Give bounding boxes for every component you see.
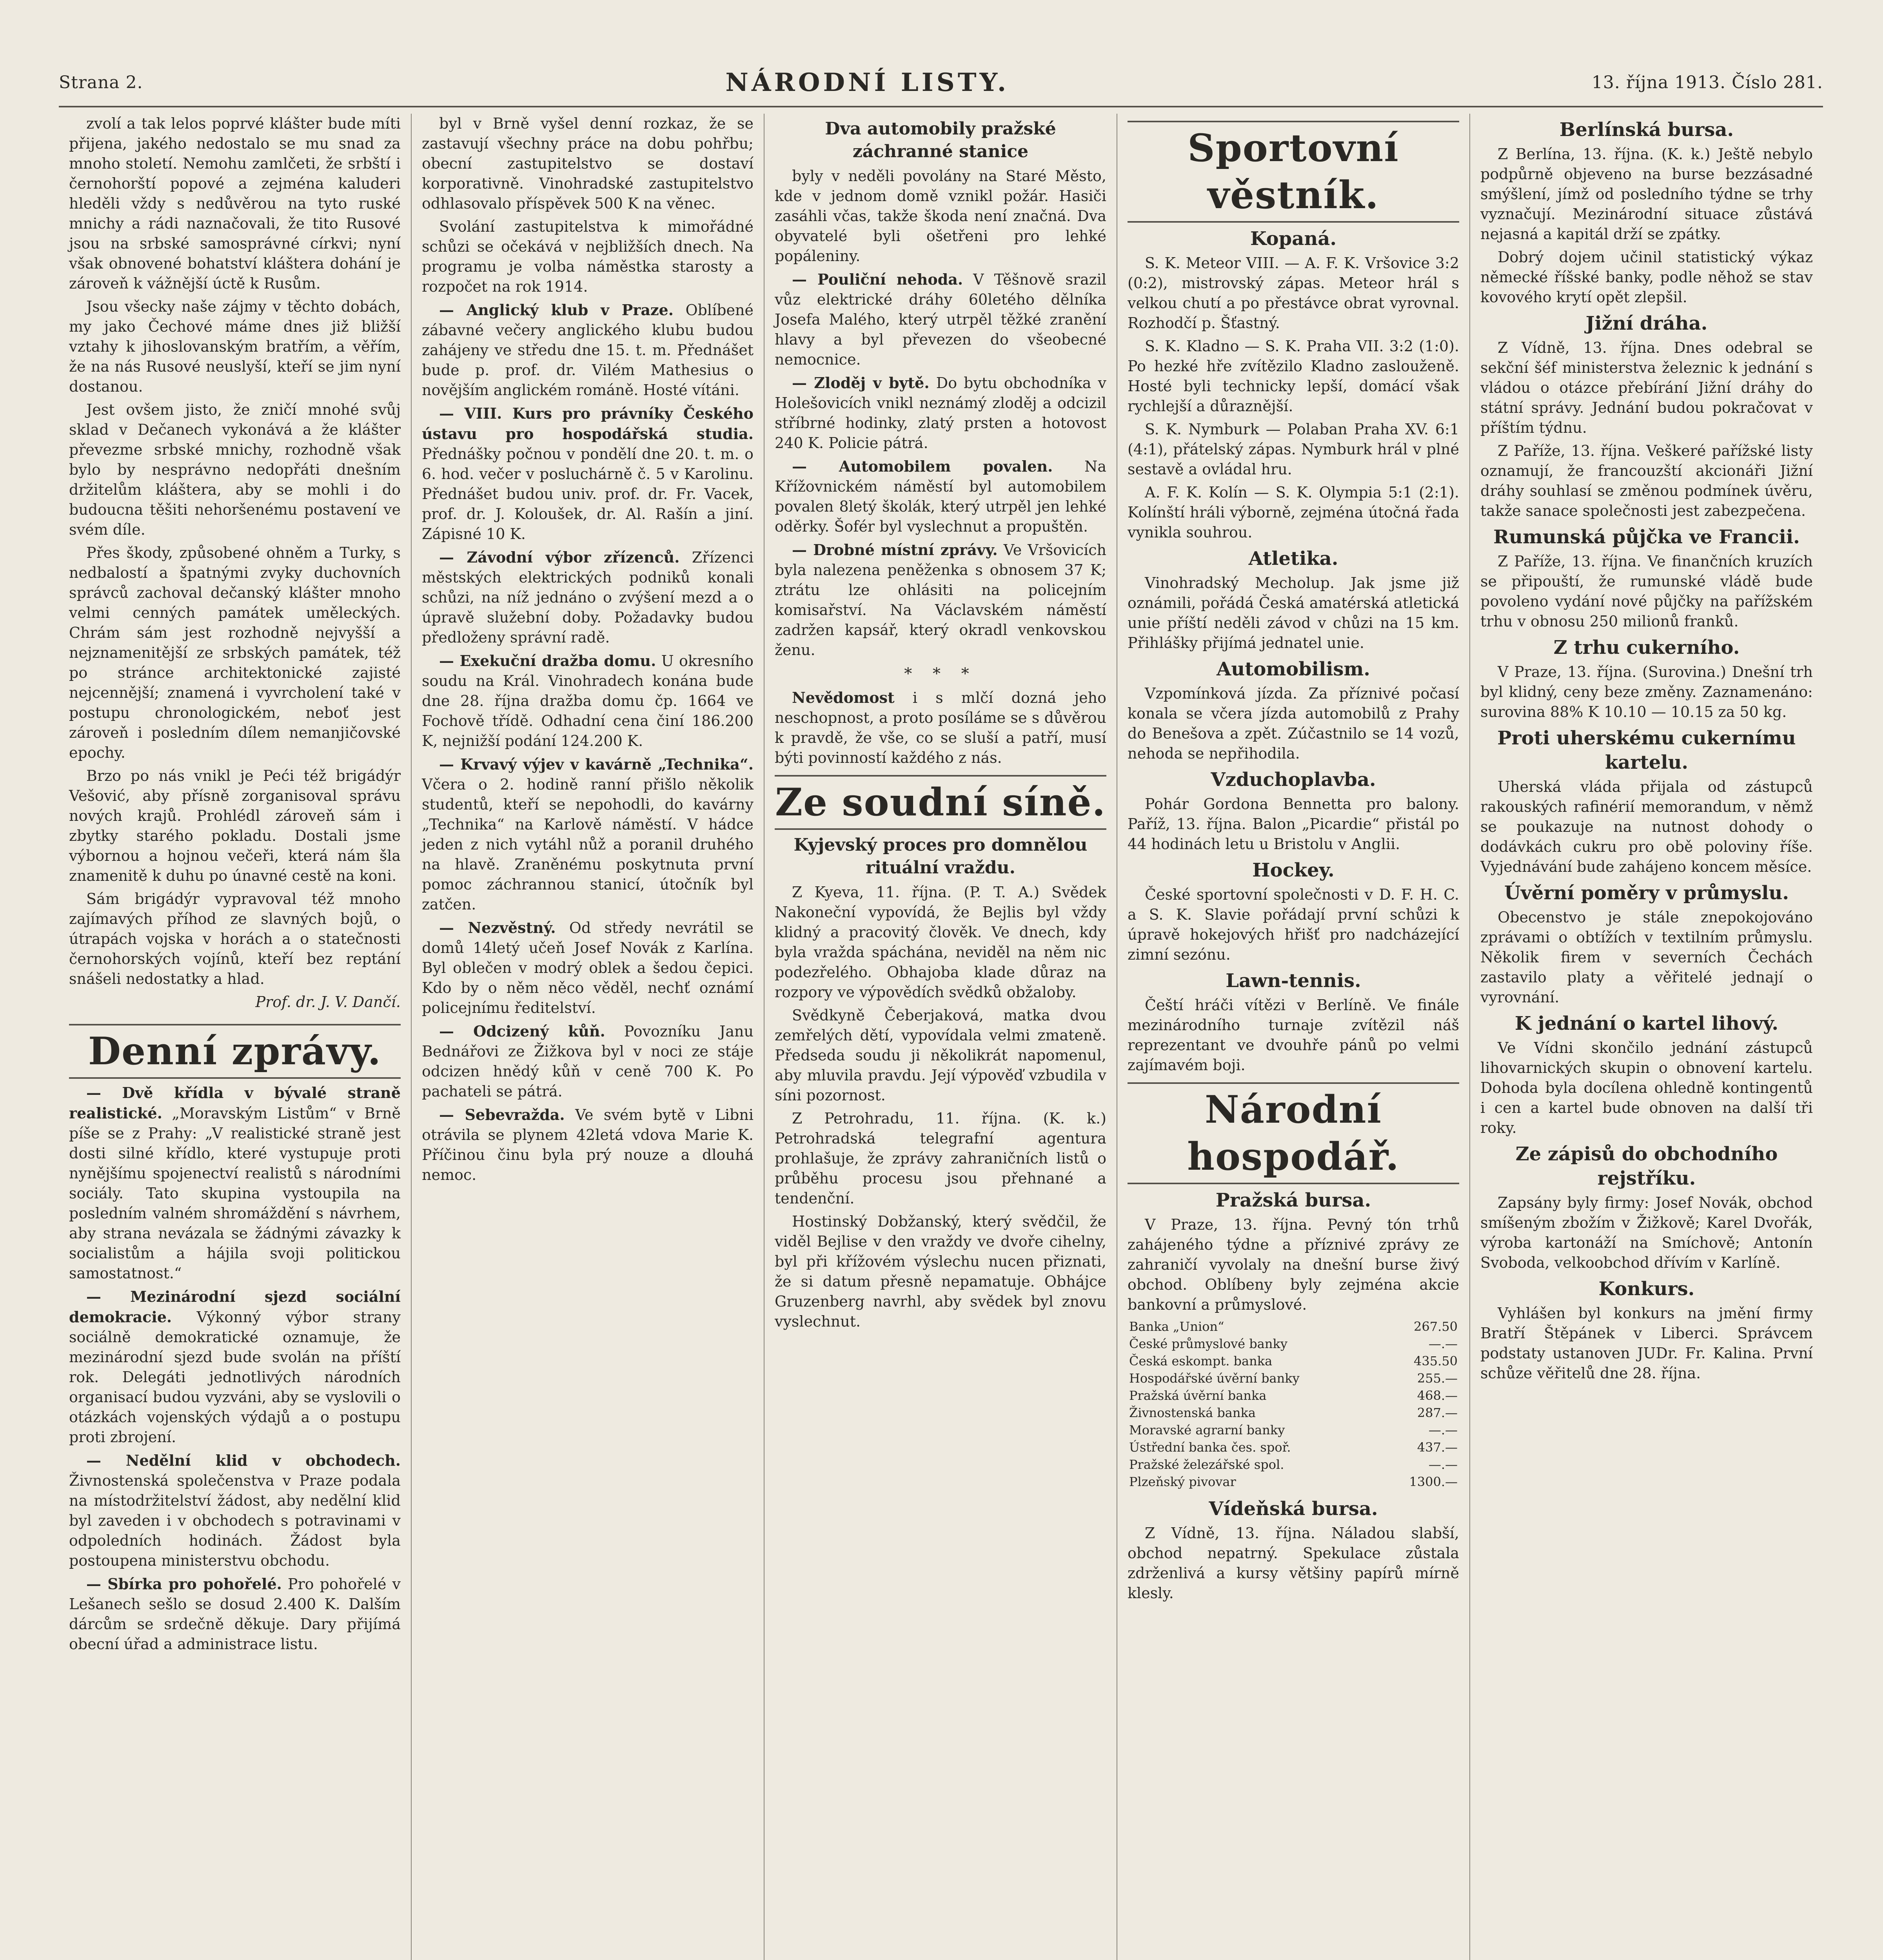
stock-row (1128, 1404, 1459, 1421)
sport-item: S. K. Nymburk — Polaban Praha XV. 6:1 (4:1), přátelský zápas. Nymburk hrál v plné sestavě a ovládal hru. (1128, 421, 1459, 478)
stock-price: 287.— (1417, 1405, 1458, 1420)
news-item-text: Živnostenská společenstva v Praze podala na místodržitelství žádost, aby nedělní klid byl zaveden i v obchodech s potravinami v odpoledních hodinách. Žádost byla postoupena ministerstvu obchodu. (69, 1472, 401, 1569)
stock-name: Banka „Union“ (1129, 1319, 1224, 1334)
subsection-heading-vienna-bourse: Vídeňská bursa. (1209, 1498, 1378, 1520)
news-item-title: — Pouliční nehoda. (792, 270, 963, 288)
subsection-heading-aviation: Vzduchoplavba. (1211, 769, 1376, 791)
subsection-heading-football: Kopaná. (1250, 228, 1337, 250)
news-item (422, 300, 754, 400)
stock-price: —.— (1428, 1336, 1458, 1351)
stock-name: Ústřední banka čes. spoř. (1129, 1440, 1291, 1455)
news-item-text: Povozníku Janu Bednářovi ze Žižkova byl v noci ze stáje odcizen hnědý kůň v ceně 700 K. Po pachateli se pátrá. (422, 1023, 754, 1100)
column-1 (59, 114, 412, 1960)
sport-item: Čeští hráči vítězi v Berlíně. Ve finále mezinárodního turnaje zvítězil náš reprezentant ve dvouhře pánů po velmi zajímavém boji. (1128, 996, 1459, 1074)
stock-row (1128, 1439, 1459, 1456)
page-header (59, 59, 1823, 107)
news-item-title: — Automobilem povalen. (792, 457, 1053, 475)
stock-price: 437.— (1417, 1440, 1458, 1455)
news-item-title: — Drobné místní zprávy. (792, 541, 998, 559)
news-item-text: U okresního soudu na Král. Vinohradech konána bude dne 28. října dražba domu čp. 1664 ve Fochově třídě. Odhadní cena činí 186.200 K, nejnižší podání 124.200 K. (422, 652, 754, 750)
news-item-title: Nevědomost (792, 689, 895, 706)
column-3 (764, 114, 1117, 1960)
subsection-heading-berlin-bourse: Berlínská bursa. (1559, 119, 1734, 141)
news-item (69, 1574, 401, 1654)
sport-item: S. K. Kladno — S. K. Praha VII. 3:2 (1:0). Po hezké hře zvítězilo Kladno zaslouženě. Hosté byli technicky lepší, domácí však rychlejší a důraznější. (1128, 338, 1459, 415)
news-item-title: — Exekuční dražba domu. (439, 652, 656, 670)
article-paragraph: Brzo po nás vnikl je Peći též brigádýr Vešović, aby přísně zorganisoval správu nových krajů. Prohlédl zároveň sám i zbytky starého pokladu. Dostali jsme výbornou a hojnou večeři, která nám šla znamenitě k duhu po únavné cestě na koni. (69, 767, 401, 884)
economy-paragraph: Z Paříže, 13. října. Veškeré pařížské listy oznamují, že francouzští akcionáři Jižní dráhy souhlasí se změnou podmínek úvěru, takže sanace společnosti jest zabezpečena. (1480, 442, 1813, 519)
stock-row (1128, 1387, 1459, 1404)
section-heading-sport: Sportovní věstník. (1128, 121, 1459, 223)
news-item (775, 688, 1106, 768)
article-paragraph: byl v Brně vyšel denní rozkaz, že se zastavují všechny práce na dobu pohřbu; obecní zastupitelstvo se dostaví korporativně. Vinohradské zastupitelstvo odhlasovalo příspěvek 500 K na věnec. (422, 115, 754, 212)
subsection-heading-sugar-market: Z trhu cukerního. (1553, 637, 1740, 659)
economy-paragraph: Z Vídně, 13. října. Náladou slabší, obchod nepatrný. Spekulace zůstala zdrženlivá a kursy většiny papírů mírně klesly. (1128, 1524, 1459, 1602)
subsection-heading-tennis: Lawn-tennis. (1226, 970, 1361, 992)
news-item-title: — Krvavý výjev v kavárně „Technika“. (439, 755, 754, 773)
sport-item: České sportovní společnosti v D. F. H. C. a S. K. Slavie pořádají první schůzi k úpravě hokejových hřišť pro nadcházející zimní sezónu. (1128, 886, 1459, 963)
news-item (69, 1450, 401, 1571)
stock-name: Česká eskompt. banka (1129, 1354, 1273, 1368)
stock-row (1128, 1352, 1459, 1370)
article-paragraph: Z Kyeva, 11. října. (P. T. A.) Svědek Nakoneční vypovídá, že Bejlis byl vždy klidný a pracovitý člověk. Ve dnech, kdy byla vražda spáchána, neviděl na něm nic podezřelého. Obhajoba klade důraz na rozpory ve výpovědích svědků obžaloby. (775, 884, 1106, 1001)
news-item-title: — Dvě křídla v bývalé straně realistické. (69, 1084, 401, 1122)
newspaper-page (59, 59, 1823, 1960)
stock-row (1128, 1335, 1459, 1352)
stock-name: České průmyslové banky (1129, 1336, 1287, 1351)
news-item-text: V Těšnově srazil vůz elektrické dráhy 60letého dělníka Josefa Malého, který utrpěl těžké zranění hlavy a byl převezen do všeobecné nemocnice. (775, 271, 1106, 368)
news-item (422, 651, 754, 751)
news-item-text: Od středy nevrátil se domů 14letý učeň Josef Novák z Karlína. Byl oblečen v modrý oblek a šedou čepici. Kdo by o něm něco věděl, nechť oznámí policejnímu ředitelství. (422, 919, 754, 1016)
stock-table-body (1128, 1318, 1459, 1490)
news-item (775, 269, 1106, 370)
stock-name: Moravské agrarní banky (1129, 1423, 1285, 1437)
economy-paragraph: Z Paříže, 13. října. Ve finančních kruzích se připouští, že rumunské vládě bude povoleno vydání nové půjčky na pařížském trhu v obnosu 250 milionů franků. (1480, 553, 1813, 630)
news-item-text: Výkonný výbor strany sociálně demokratické oznamuje, že mezinárodní sjezd bude svolán na příští rok. Delegáti jednotlivých národních organisací budou vyzváni, aby se vyslovili o otázkách vojenských výdajů a o postupu proti zbrojení. (69, 1308, 401, 1446)
article-paragraph: byly v neděli povolány na Staré Město, kde v jednom domě vznikl požár. Hasiči zasáhli včas, takže škoda není značná. Dva obyvatelé byli ošetřeni pro lehké popáleniny. (775, 167, 1106, 265)
columns (59, 114, 1823, 1960)
article-paragraph: Svolání zastupitelstva k mimořádné schůzi se očekává v nejbližších dnech. Na programu je volba náměstka starosty a rozpočet na rok 1914. (422, 218, 754, 295)
stock-row (1128, 1473, 1459, 1490)
subsection-heading-southern-railway: Jižní dráha. (1585, 312, 1708, 334)
author-signature: Prof. dr. J. V. Dančí. (255, 993, 401, 1011)
news-item-title: — Sbírka pro pohořelé. (86, 1575, 282, 1593)
economy-paragraph: V Praze, 13. října. (Surovina.) Dnešní trh byl klidný, ceny beze změny. Zaznamenáno: surovina 88% K 10.10 — 10.15 za 50 kg. (1480, 663, 1813, 720)
article-paragraph: Sám brigádýr vypravoval též mnoho zajímavých příhod ze slavných bojů, o útrapách vojska v horách a o statečnosti černohorských vojínů, kteří bez reptání snášeli nedostatky a hlad. (69, 890, 401, 987)
column-4 (1117, 114, 1470, 1960)
news-item-text: Včera o 2. hodině ranní přišlo několik studentů, kteří se nepohodli, do kavárny „Technika“ na Karlově náměstí. V hádce jeden z nich vytáhl nůž a poranil druhého na hlavě. Zraněnému poskytnuta první pomoc záchrannou stanicí, útočník byl zatčen. (422, 776, 754, 913)
economy-paragraph: Dobrý dojem učinil statistický výkaz německé říšské banky, podle něhož se stav kovového krytí opět zlepšil. (1480, 249, 1813, 306)
stock-price: —.— (1428, 1457, 1458, 1472)
news-item-title: — Závodní výbor zřízenců. (439, 548, 680, 566)
economy-paragraph: Zapsány byly firmy: Josef Novák, obchod smíšeným zbožím v Žižkově; Karel Dvořák, výroba kartonáží na Smíchově; Antonín Svoboda, velkoobchod dřívím v Karlíně. (1480, 1194, 1813, 1271)
article-paragraph: zvolí a tak lelos poprvé klášter bude míti přijena, jakého nedostalo se mu snad za mnoho století. Nemohu zamlčeti, že srbští i černohorští popové a zejména kaluderi hleděli vždy s nedůvěrou na tyto ruské mnichy a rádi naznačovali, že tito Rusové jsou na srbské samosprávné církvi; nyní však obnovené bohatství kláštera dohání je zároveň k vážnější úctě k Rusům. (69, 115, 401, 292)
sport-item: A. F. K. Kolín — S. K. Olympia 5:1 (2:1). Kolínští hráli výborně, zejména útočná řada vynikla souhrou. (1128, 484, 1459, 541)
news-item (775, 456, 1106, 537)
article-paragraph: Jsou všecky naše zájmy v těchto dobách, my jako Čechové máme dnes již bližší vztahy k jihoslovanským bratřím, a věřím, že na nás Rusové neuslyší, kteří se jim nyní dostanou. (69, 298, 401, 395)
news-item (775, 540, 1106, 660)
subsection-heading-credit: Úvěrní poměry v průmyslu. (1504, 882, 1789, 904)
column-2 (412, 114, 764, 1960)
subsection-heading-spirit-cartel: K jednání o kartel lihový. (1514, 1013, 1779, 1034)
article-heading: Dva automobily pražské záchranné stanice (825, 119, 1056, 162)
subsection-heading-register: Ze zápisů do obchodního rejstříku. (1515, 1143, 1778, 1189)
stock-price: 1300.— (1409, 1474, 1458, 1489)
news-item-text: Oblíbené zábavné večery anglického klubu budou zahájeny ve středu dne 15. t. m. Přednášet bude p. prof. dr. Vilém Mathesius o novějším anglickém románě. Hosté vítáni. (422, 301, 754, 399)
stock-row (1128, 1370, 1459, 1387)
news-item (422, 1021, 754, 1102)
news-item-title: — Sebevražda. (439, 1106, 565, 1123)
economy-paragraph: Z Berlína, 13. října. (K. k.) Ještě nebylo podpůrně objeveno na burse bezzásadné smýšlení, jímž od posledního týdne se trhy vyznačují. Mezinárodní situace zůstává nejasná a kapitál drží se zpátky. (1480, 145, 1813, 243)
news-item-text: Zřízenci městských elektrických podniků konali schůzi, na níž jednáno o zvýšení mezd a o úpravě služební doby. Požadavky budou předloženy správní radě. (422, 549, 754, 646)
stock-row (1128, 1318, 1459, 1335)
stock-name: Živnostenská banka (1129, 1405, 1256, 1420)
news-item-text: Na Křížovnickém náměstí byl automobilem povalen 8letý školák, který utrpěl jen lehké oděrky. Šofér byl vyslechnut a propuštěn. (775, 458, 1106, 535)
stock-price: —.— (1428, 1423, 1458, 1437)
news-item (69, 1083, 401, 1283)
newspaper-title: NÁRODNÍ LISTY. (725, 67, 1010, 97)
economy-paragraph: Z Vídně, 13. října. Dnes odebral se sekční šéf ministerstva železnic k jednání s vládou o otázce přebírání Jižní dráhy do státní správy. Jednání budou pokračovat v příštím týdnu. (1480, 339, 1813, 436)
article-paragraph: Jest ovšem jisto, že zničí mnohé svůj sklad v Dečanech vykonává a že klášter převezme srbské mnichy, rozhodně však bylo by nesprávno nedopřáti dnešním držitelům kláštera, aby se mohli i do budoucna těšiti nehoršenému postavení ve svém díle. (69, 401, 401, 538)
news-item-title: — Nezvěstný. (439, 919, 556, 936)
news-item-text: Do bytu obchodníka v Holešovicích vnikl neznámý zloděj a odcizil stříbrné hodinky, zlatý prsten a hotovost 240 K. Policie pátrá. (775, 374, 1106, 452)
subsection-heading-romanian-loan: Rumunská půjčka ve Francii. (1493, 526, 1800, 548)
news-item-title: — VIII. Kurs pro právníky Českého ústavu pro hospodářská studia. (422, 405, 754, 443)
article-paragraph: Z Petrohradu, 11. října. (K. k.) Petrohradská telegrafní agentura prohlašuje, že zprávy zahraničních listů o průběhu procesu jsou přehnané a tendenční. (775, 1110, 1106, 1207)
news-item (775, 373, 1106, 453)
news-item (422, 1105, 754, 1185)
stock-name: Hospodářské úvěrní banky (1129, 1371, 1300, 1386)
stock-price: 267.50 (1414, 1319, 1458, 1334)
sport-item: Vinohradský Mecholup. Jak jsme již oznámili, pořádá Česká amatérská atletická unie příští neděli závod v chůzi na 15 km. Přihlášky přijímá jednatel unie. (1128, 574, 1459, 652)
economy-paragraph: V Praze, 13. října. Pevný tón trhů zahájeného týdne a příznivé zprávy ze zahraničí vyvolaly na dnešní burse živý obchod. Oblíbeny byly zejména akcie bankovní a průmyslové. (1128, 1216, 1459, 1313)
subsection-heading-prague-bourse: Pražská bursa. (1215, 1189, 1371, 1211)
economy-paragraph: Obecenstvo je stále znepokojováno zprávami o obtížích v textilním průmyslu. Několik firem v severních Čechách zastavilo platy a věřitelé jednají o vyrovnání. (1480, 909, 1813, 1006)
news-item-text: Ve svém bytě v Libni otrávila se plynem 42letá vdova Marie K. Příčinou činu byla prý nouze a dlouhá nemoc. (422, 1106, 754, 1183)
news-item (422, 547, 754, 648)
article-paragraph: Přes škody, způsobené ohněm a Turky, s nedbalostí a špatnými zvyky duchovních správců zachoval dečanský klášter mnoho velmi cenných památek uměleckých. Chrám sám jest rozhodně nejvyšší a nejznamenitější ze srbských památek, též po stránce architektonické zajisté nejcennější; znamená i vyvrcholení také v postupu chronologickém, neboť jest zároveň i posledním dílem nemanjičovské epochy. (69, 544, 401, 761)
sport-item: Vzpomínková jízda. Za příznivé počasí konala se včera jízda automobilů z Prahy do Benešova a zpět. Zúčastnilo se 14 vozů, nehoda se nepřihodila. (1128, 685, 1459, 762)
news-item-text: Pro pohořelé v Lešanech sešlo se dosud 2.400 K. Dalším dárcům se srdečně děkuje. Dary přijímá obecní úřad a administrace listu. (69, 1575, 401, 1653)
article-heading: Kyjevský proces pro domnělou rituální vraždu. (794, 835, 1088, 878)
article-paragraph: Svědkyně Čeberjaková, matka dvou zemřelých dětí, vypovídala velmi zmateně. Předseda soudu ji několikrát napomenul, aby mluvila pravdu. Její výpověď vzbudila v síni pozornost. (775, 1007, 1106, 1104)
economy-paragraph: Uherská vláda přijala od zástupců rakouských rafinérií memorandum, v němž se poukazuje na nutnost dohody o dodávkách cukru pro obě poloviny říše. Vyjednávání bude zahájeno koncem měsíce. (1480, 778, 1813, 875)
stock-row (1128, 1456, 1459, 1473)
subsection-heading-sugar-cartel: Proti uherskému cukernímu kartelu. (1497, 727, 1796, 773)
news-item-title: — Odcizený kůň. (439, 1022, 605, 1040)
economy-paragraph: Vyhlášen byl konkurs na jmění firmy Bratří Štěpánek v Liberci. Správcem podstaty ustanoven JUDr. Fr. Kalina. První schůze věřitelů dne 28. října. (1480, 1305, 1813, 1382)
issue-date: 13. října 1913. Číslo 281. (1591, 72, 1823, 93)
separator-asterisks: * * * (904, 665, 977, 683)
news-item (69, 1287, 401, 1447)
stock-name: Pražské železářské spol. (1129, 1457, 1284, 1472)
subsection-heading-bankruptcy: Konkurs. (1598, 1278, 1695, 1300)
stock-price: 468.— (1417, 1388, 1458, 1403)
news-item-text: Ve Vršovicích byla nalezena peněženka s obnosem 37 K; ztrátu lze ohlásiti na policejním komisařství. Na Václavském náměstí zadržen kapsář, který okradl venkovskou ženu. (775, 541, 1106, 659)
news-item (422, 754, 754, 915)
stock-name: Pražská úvěrní banka (1129, 1388, 1267, 1403)
stock-row (1128, 1421, 1459, 1439)
news-item-title: — Anglický klub v Praze. (439, 301, 674, 319)
news-item (422, 918, 754, 1018)
page-number: Strana 2. (59, 72, 143, 93)
news-item-text: „Moravským Listům“ v Brně píše se z Prahy: „V realistické straně jest dosti silné křídlo, které vystupuje proti nynějšímu spojenectví realistů s národními sociály. Tato skupina vystoupila na posledním valném shromáždění s návrhem, aby strana nevázala se žádnými závazky k socialistům a hájila svoji politickou samostatnost.“ (69, 1105, 401, 1282)
subsection-heading-automobilism: Automobilism. (1217, 658, 1370, 680)
subsection-heading-athletics: Atletika. (1248, 548, 1338, 570)
column-5 (1470, 114, 1823, 1960)
news-item-title: — Mezinárodní sjezd sociální demokracie. (69, 1288, 401, 1326)
news-item-text: i s mlčí dozná jeho neschopnost, a proto posíláme se s důvěrou k pravdě, že vše, co se sluší a patří, musí býti povinností každého z nás. (775, 689, 1106, 766)
news-item-text: Přednášky počnou v pondělí dne 20. t. m. o 6. hod. večer v posluchárně č. 5 v Karolinu. Přednášet budou univ. prof. dr. Fr. Vacek, prof. dr. J. Koloušek, dr. Al. Rašín a jiní. Zápisné 10 K. (422, 445, 754, 543)
stock-price: 435.50 (1414, 1354, 1458, 1368)
news-item-title: — Zloděj v bytě. (792, 374, 930, 392)
section-heading-economy: Národní hospodář. (1128, 1082, 1459, 1184)
subsection-heading-hockey: Hockey. (1252, 859, 1335, 881)
stock-price: 255.— (1417, 1371, 1458, 1386)
section-heading-daily-news: Denní zprávy. (69, 1024, 401, 1079)
stock-name: Plzeňský pivovar (1129, 1474, 1236, 1489)
news-item-title: — Nedělní klid v obchodech. (86, 1452, 401, 1469)
section-heading-court: Ze soudní síně. (775, 775, 1106, 830)
stock-table (1128, 1318, 1459, 1490)
sport-item: S. K. Meteor VIII. — A. F. K. Vršovice 3:2 (0:2), mistrovský zápas. Meteor hrál s velkou chutí a po přestávce obrat vyrovnal. Rozhodčí p. Šťastný. (1128, 254, 1459, 332)
article-paragraph: Hostinský Dobžanský, který svědčil, že viděl Bejlise v den vraždy ve dvoře cihelny, byl při křížovém výslechu nucen přiznati, že si datum přesně nepamatuje. Obhájce Gruzenberg navrhl, aby svědek byl znovu vyslechnut. (775, 1213, 1106, 1330)
sport-item: Pohár Gordona Bennetta pro balony. Paříž, 13. října. Balon „Picardie“ přistál po 44 hodinách letu u Bristolu v Anglii. (1128, 795, 1459, 853)
economy-paragraph: Ve Vídni skončilo jednání zástupců lihovarnických skupin o obnovení kartelu. Dohoda byla docílena ohledně kontingentů i cen a kartel bude obnoven na další tři roky. (1480, 1039, 1813, 1136)
news-item (422, 403, 754, 544)
